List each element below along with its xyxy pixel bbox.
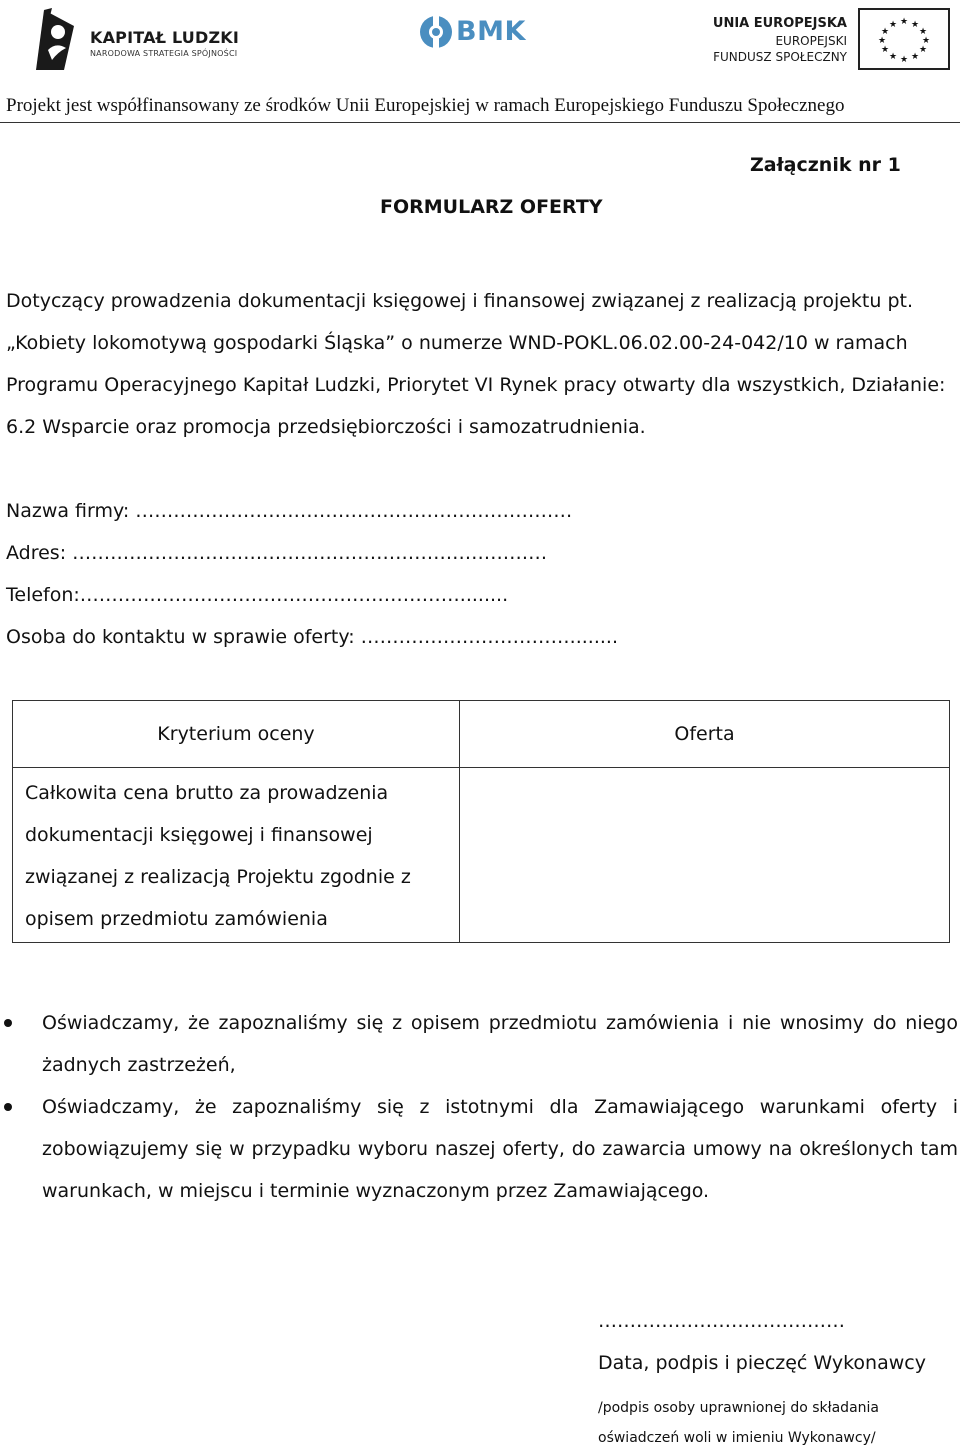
declarations-list — [0, 1002, 958, 1212]
header-divider — [0, 122, 960, 123]
declaration-text: Oświadczamy, że zapoznaliśmy się z istotnymi dla Zamawiającego warunkami oferty i zobowiązujemy się w przypadku wyboru naszej oferty, do zawarcia umowy na określonych tam warunkach, w miejscu i terminie wyznaczonym przez Zamawiającego. — [42, 1096, 958, 1202]
svg-text:★: ★ — [880, 45, 890, 55]
svg-text:★: ★ — [910, 52, 920, 62]
bmk-logo — [418, 14, 558, 54]
criterion-cell — [13, 768, 460, 943]
intro-line: Programu Operacyjnego Kapitał Ludzki, Priorytet VI Rynek pracy otwarty dla wszystkich, Działanie: — [6, 374, 946, 396]
contact-fields — [6, 490, 618, 658]
signature-note: oświadczeń woli w imieniu Wykonawcy/ — [598, 1430, 876, 1446]
bmk-emblem-icon — [418, 14, 454, 50]
eu-fund-line2: FUNDUSZ SPOŁECZNY — [713, 50, 847, 64]
kapital-ludzki-subtitle: NARODOWA STRATEGIA SPÓJNOŚCI — [90, 49, 238, 58]
kapital-ludzki-title: KAPITAŁ LUDZKI — [90, 28, 240, 47]
table-row — [13, 768, 950, 943]
bullet-icon — [4, 1103, 12, 1111]
declaration-item — [0, 1086, 958, 1212]
contact-person-field[interactable]: Osoba do kontaktu w sprawie oferty: ……………………………........ — [6, 626, 618, 648]
criterion-line: dokumentacji księgowej i finansowej — [25, 824, 373, 846]
svg-text:★: ★ — [921, 36, 931, 46]
eu-social-fund-logo — [712, 8, 955, 74]
kapital-ludzki-logo — [30, 6, 270, 72]
svg-text:★: ★ — [899, 17, 909, 27]
kapital-ludzki-emblem-icon — [30, 6, 80, 72]
intro-paragraph — [6, 280, 956, 448]
criterion-line: związanej z realizacją Projektu zgodnie z — [25, 866, 411, 888]
form-title: FORMULARZ OFERTY — [380, 196, 603, 218]
column-header-criterion: Kryterium oceny — [13, 701, 460, 768]
column-header-offer: Oferta — [460, 701, 950, 768]
company-name-field[interactable]: Nazwa firmy: …………………………………………………………… — [6, 500, 573, 522]
intro-line: „Kobiety lokomotywą gospodarki Śląska” o numerze WND-POKL.06.02.00-24-042/10 w ramach — [6, 332, 908, 354]
phone-field[interactable]: Telefon:……………………………………………………........ — [6, 584, 509, 606]
svg-text:★: ★ — [910, 20, 920, 30]
criterion-line: opisem przedmiotu zamówienia — [25, 908, 328, 930]
offer-value-cell[interactable] — [460, 768, 950, 943]
address-field[interactable]: Adres: ………………………………………………………………… — [6, 542, 548, 564]
eu-flag-icon — [858, 8, 950, 70]
svg-text:★: ★ — [918, 45, 928, 55]
attachment-label: Załącznik nr 1 — [750, 154, 901, 176]
eu-fund-line1: EUROPEJSKI — [775, 34, 847, 48]
signature-line[interactable]: ………………………………… — [598, 1310, 845, 1332]
bullet-icon — [4, 1019, 12, 1027]
signature-label: Data, podpis i pieczęć Wykonawcy — [598, 1352, 926, 1374]
svg-text:★: ★ — [888, 20, 898, 30]
signature-note: /podpis osoby uprawnionej do składania — [598, 1400, 879, 1416]
eu-title: UNIA EUROPEJSKA — [712, 16, 847, 31]
cofinancing-banner: Projekt jest współfinansowany ze środków Unii Europejskiej w ramach Europejskiego Funduszu Społecznego — [6, 95, 845, 116]
declaration-text: Oświadczamy, że zapoznaliśmy się z opisem przedmiotu zamówienia i nie wnosimy do niego żadnych zastrzeżeń, — [42, 1012, 958, 1076]
criteria-table — [12, 700, 950, 943]
declaration-item — [0, 1002, 958, 1086]
svg-text:★: ★ — [899, 55, 909, 65]
table-header-row — [13, 701, 950, 768]
intro-line: Dotyczący prowadzenia dokumentacji księgowej i finansowej związanej z realizacją projektu pt. — [6, 290, 913, 312]
svg-text:★: ★ — [888, 52, 898, 62]
bmk-wordmark: BMK — [456, 16, 526, 47]
logo-header — [0, 0, 960, 116]
svg-text:★: ★ — [880, 27, 890, 37]
criterion-line: Całkowita cena brutto za prowadzenia — [25, 782, 389, 804]
svg-text:★: ★ — [877, 36, 887, 46]
intro-line: 6.2 Wsparcie oraz promocja przedsiębiorczości i samozatrudnienia. — [6, 416, 646, 438]
svg-text:★: ★ — [918, 27, 928, 37]
